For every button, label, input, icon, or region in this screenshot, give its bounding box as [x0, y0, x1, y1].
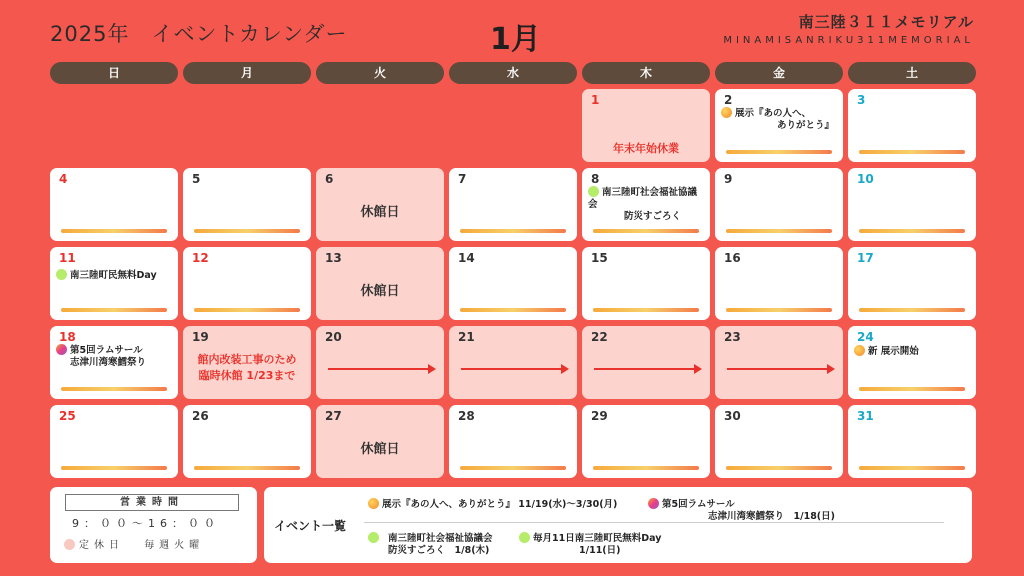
day-cell-3[interactable]: [848, 89, 976, 162]
weekday-fri: 金: [715, 62, 843, 84]
renovation-note-line1: 館内改装工事のため: [197, 353, 297, 366]
day-cell-10[interactable]: [848, 168, 976, 241]
day-bar: [859, 229, 965, 233]
event-dot-icon: [648, 498, 659, 509]
day-number: 25: [59, 409, 76, 423]
day-number: 16: [724, 251, 741, 265]
day-bar: [726, 308, 832, 312]
day-bar: [61, 387, 167, 391]
day-cell-23[interactable]: [715, 326, 843, 399]
day-number: 10: [857, 172, 874, 186]
day-cell-19[interactable]: [183, 326, 311, 399]
day-number: 1: [591, 93, 600, 107]
day-number: 24: [857, 330, 874, 344]
day-bar: [726, 466, 832, 470]
day-number: 4: [59, 172, 68, 186]
day-bar: [593, 466, 699, 470]
day-number: 29: [591, 409, 608, 423]
day-bar: [726, 150, 832, 154]
regular-holiday: [64, 536, 204, 551]
day-cell-7[interactable]: [449, 168, 577, 241]
brand-name-en: MINAMISANRIKU311MEMORIAL: [723, 35, 974, 46]
day-cell-20[interactable]: [316, 326, 444, 399]
day-bar: [61, 308, 167, 312]
day-number: 6: [325, 172, 334, 186]
event-dot-icon: [588, 186, 599, 197]
event-text: 展示『あの人へ、: [735, 108, 812, 119]
day-cell-25[interactable]: [50, 405, 178, 478]
weekday-wed: 水: [449, 62, 577, 84]
day-cell-31[interactable]: [848, 405, 976, 478]
brand-logo: [723, 11, 974, 46]
closed-label: 定休日: [79, 540, 124, 551]
arrow-right-icon: [594, 368, 700, 370]
day-bar: [593, 229, 699, 233]
day-cell-8[interactable]: [582, 168, 710, 241]
arrow-right-icon: [461, 368, 567, 370]
day-cell-24[interactable]: [848, 326, 976, 399]
event-dot-icon: [56, 344, 67, 355]
event-item: [648, 498, 835, 523]
day-cell-13[interactable]: [316, 247, 444, 320]
day-cell-1[interactable]: [582, 89, 710, 162]
day-number: 26: [192, 409, 209, 423]
day-number: 13: [325, 251, 342, 265]
day-bar: [194, 466, 300, 470]
event-text: 志津川湾寒鱈祭り: [70, 357, 147, 368]
hours-panel: [50, 487, 257, 563]
day-bar: [593, 308, 699, 312]
day-cell-5[interactable]: [183, 168, 311, 241]
day-number: 7: [458, 172, 467, 186]
day-number: 14: [458, 251, 475, 265]
holiday-note: 年末年始休業: [613, 142, 679, 155]
day-bar: [460, 308, 566, 312]
weekday-tue: 火: [316, 62, 444, 84]
event-text: 防災すごろく: [624, 211, 682, 222]
event-text: 防災すごろく 1/8(木): [388, 545, 490, 556]
day-bar: [460, 466, 566, 470]
event-text: 展示『あの人へ、ありがとう』 11/19(水)～3/30(月): [382, 499, 618, 510]
day-cell-6[interactable]: [316, 168, 444, 241]
event-dot-icon: [56, 269, 67, 280]
day-number: 23: [724, 330, 741, 344]
day-bar: [61, 466, 167, 470]
day-cell-11[interactable]: [50, 247, 178, 320]
day-cell-28[interactable]: [449, 405, 577, 478]
day-number: 9: [724, 172, 733, 186]
event-dot-icon: [519, 532, 530, 543]
event-text: 南三陸町民無料Day: [70, 270, 157, 281]
calendar-title: 2025年 イベントカレンダー: [50, 22, 348, 46]
event-text: 新 展示開始: [868, 346, 919, 357]
arrow-right-icon: [727, 368, 833, 370]
event-dot-icon: [854, 345, 865, 356]
day-bar: [859, 150, 965, 154]
weekday-mon: 月: [183, 62, 311, 84]
day-number: 12: [192, 251, 209, 265]
day-cell-16[interactable]: [715, 247, 843, 320]
event-item: [368, 532, 493, 557]
day-bar: [61, 229, 167, 233]
event-list-title: イベント一覧: [274, 519, 347, 533]
day-cell-15[interactable]: [582, 247, 710, 320]
day-number: 8: [591, 172, 600, 186]
day-bar: [726, 229, 832, 233]
day-number: 28: [458, 409, 475, 423]
weekday-sun: 日: [50, 62, 178, 84]
event-text: 南三陸町社会福祉協議会: [588, 187, 698, 210]
event-text: 毎月11日南三陸町民無料Day: [533, 533, 662, 544]
event-item: [519, 532, 661, 557]
day-number: 20: [325, 330, 342, 344]
day-cell-18[interactable]: [50, 326, 178, 399]
event-text: 第5回ラムサール: [70, 345, 143, 356]
event-dot-icon: [721, 107, 732, 118]
day-bar: [859, 308, 965, 312]
closed-label: 休館日: [360, 284, 400, 299]
day-number: 30: [724, 409, 741, 423]
renovation-note-line2: 臨時休館 1/23まで: [198, 369, 296, 382]
renovation-note: [183, 352, 311, 384]
day-number: 15: [591, 251, 608, 265]
day-bar: [859, 466, 965, 470]
weekday-thu: 木: [582, 62, 710, 84]
day-bar: [460, 229, 566, 233]
day-cell-2[interactable]: [715, 89, 843, 162]
event-text: ありがとう』: [777, 120, 835, 131]
closed-label: 休館日: [360, 442, 400, 457]
day-cell-22[interactable]: [582, 326, 710, 399]
day-cell-9[interactable]: [715, 168, 843, 241]
event-dot-icon: [368, 498, 379, 509]
day-cell-21[interactable]: [449, 326, 577, 399]
day-number: 21: [458, 330, 475, 344]
day-cell-29[interactable]: [582, 405, 710, 478]
day-number: 3: [857, 93, 866, 107]
event-text: 南三陸町社会福祉協議会: [388, 533, 493, 544]
day-number: 31: [857, 409, 874, 423]
arrow-right-icon: [328, 368, 434, 370]
day-number: 11: [59, 251, 76, 265]
day-bar: [194, 308, 300, 312]
day-bar: [859, 387, 965, 391]
month-label: 1月: [490, 22, 541, 57]
event-text: 志津川湾寒鱈祭り 1/18(日): [708, 511, 835, 522]
day-number: 18: [59, 330, 76, 344]
day-cell-14[interactable]: [449, 247, 577, 320]
closed-label: 休館日: [360, 205, 400, 220]
brand-name-jp: 南三陸３１１メモリアル: [798, 13, 974, 31]
day-number: 2: [724, 93, 733, 107]
day-cell-30[interactable]: [715, 405, 843, 478]
event-text: 1/11(日): [579, 545, 621, 556]
event-item: [368, 498, 617, 511]
day-cell-26[interactable]: [183, 405, 311, 478]
day-cell-4[interactable]: [50, 168, 178, 241]
day-number: 19: [192, 330, 209, 344]
day-number: 22: [591, 330, 608, 344]
event-list-panel: [264, 487, 972, 563]
event-text: 第5回ラムサール: [662, 499, 735, 510]
event-dot-icon: [368, 532, 379, 543]
hours-time: 9：００～16：００: [72, 517, 220, 530]
day-number: 27: [325, 409, 342, 423]
day-cell-27[interactable]: [316, 405, 444, 478]
closed-dot-icon: [64, 539, 75, 550]
divider: [364, 522, 944, 523]
day-cell-17[interactable]: [848, 247, 976, 320]
closed-value: 毎週火曜: [144, 540, 205, 551]
day-number: 5: [192, 172, 201, 186]
day-number: 17: [857, 251, 874, 265]
weekday-sat: 土: [848, 62, 976, 84]
hours-heading: 営業時間: [65, 494, 239, 511]
day-bar: [194, 229, 300, 233]
day-cell-12[interactable]: [183, 247, 311, 320]
